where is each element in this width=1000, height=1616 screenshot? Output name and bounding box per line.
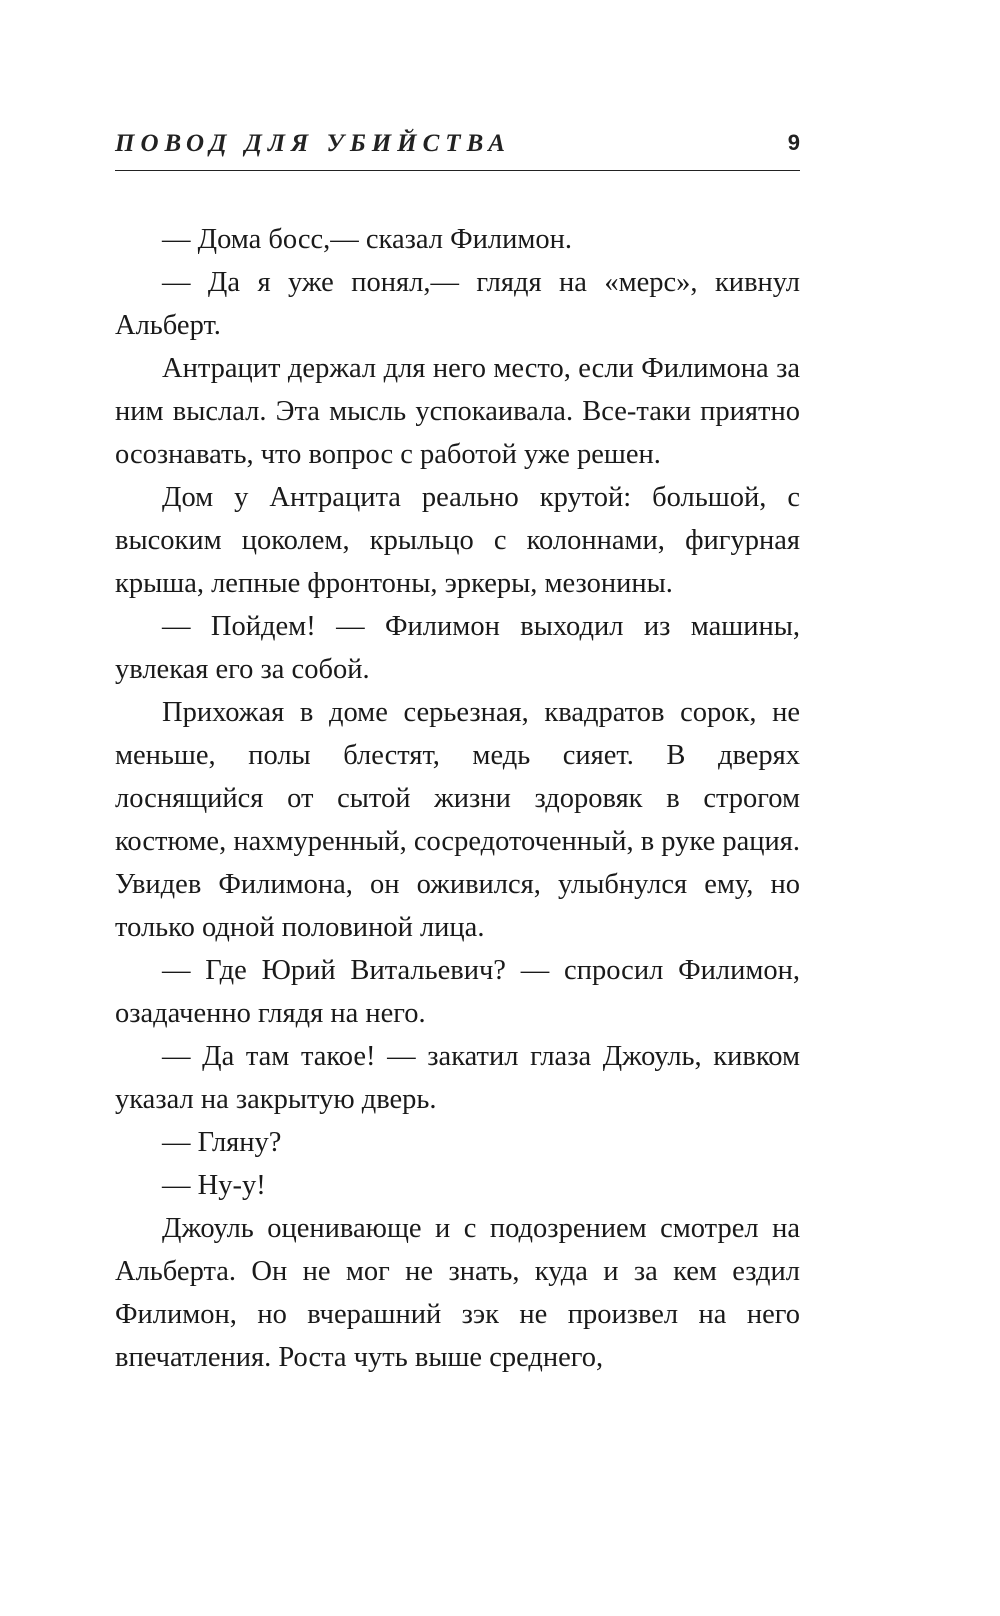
paragraph: — Да я уже понял,— глядя на «мерс», кивнул Альберт. [115,267,800,341]
paragraph: Антрацит держал для него место, если Филимона за ним выслал. Эта мысль успокаивала. Все-таки приятно осознавать, что вопрос с работой уже решен. [115,353,800,470]
paragraph: — Пойдем! — Филимон выходил из машины, увлекая его за собой. [115,611,800,685]
paragraph: Дом у Антрацита реально крутой: большой, с высоким цоколем, крыльцо с колоннами, фигурная крыша, лепные фронтоны, эркеры, мезонины. [115,482,800,599]
body-text [115,218,800,1379]
paragraph: Джоуль оценивающе и с подозрением смотрел на Альберта. Он не мог не знать, куда и за кем ездил Филимон, но вчерашний зэк не произвел на него впечатления. Роста чуть выше среднего, [115,1213,800,1373]
book-title: ПОВОД ДЛЯ УБИЙСТВА [115,130,511,157]
paragraph: — Ну-у! [162,1170,266,1201]
running-head [115,120,800,171]
paragraph: Прихожая в доме серьезная, квадратов сорок, не меньше, полы блестят, медь сияет. В дверях лоснящийся от сытой жизни здоровяк в строгом костюме, нахмуренный, сосредоточенный, в руке рация. Увидев Филимона, он оживился, улыбнулся ему, но только одной половиной лица. [115,697,800,943]
page-number: 9 [787,130,800,155]
paragraph: — Гляну? [162,1127,282,1158]
paragraph: — Где Юрий Витальевич? — спросил Филимон, озадаченно глядя на него. [115,955,800,1029]
paragraph: — Да там такое! — закатил глаза Джоуль, кивком указал на закрытую дверь. [115,1041,800,1115]
book-page [115,120,800,1379]
paragraph: — Дома босс,— сказал Филимон. [162,224,573,255]
